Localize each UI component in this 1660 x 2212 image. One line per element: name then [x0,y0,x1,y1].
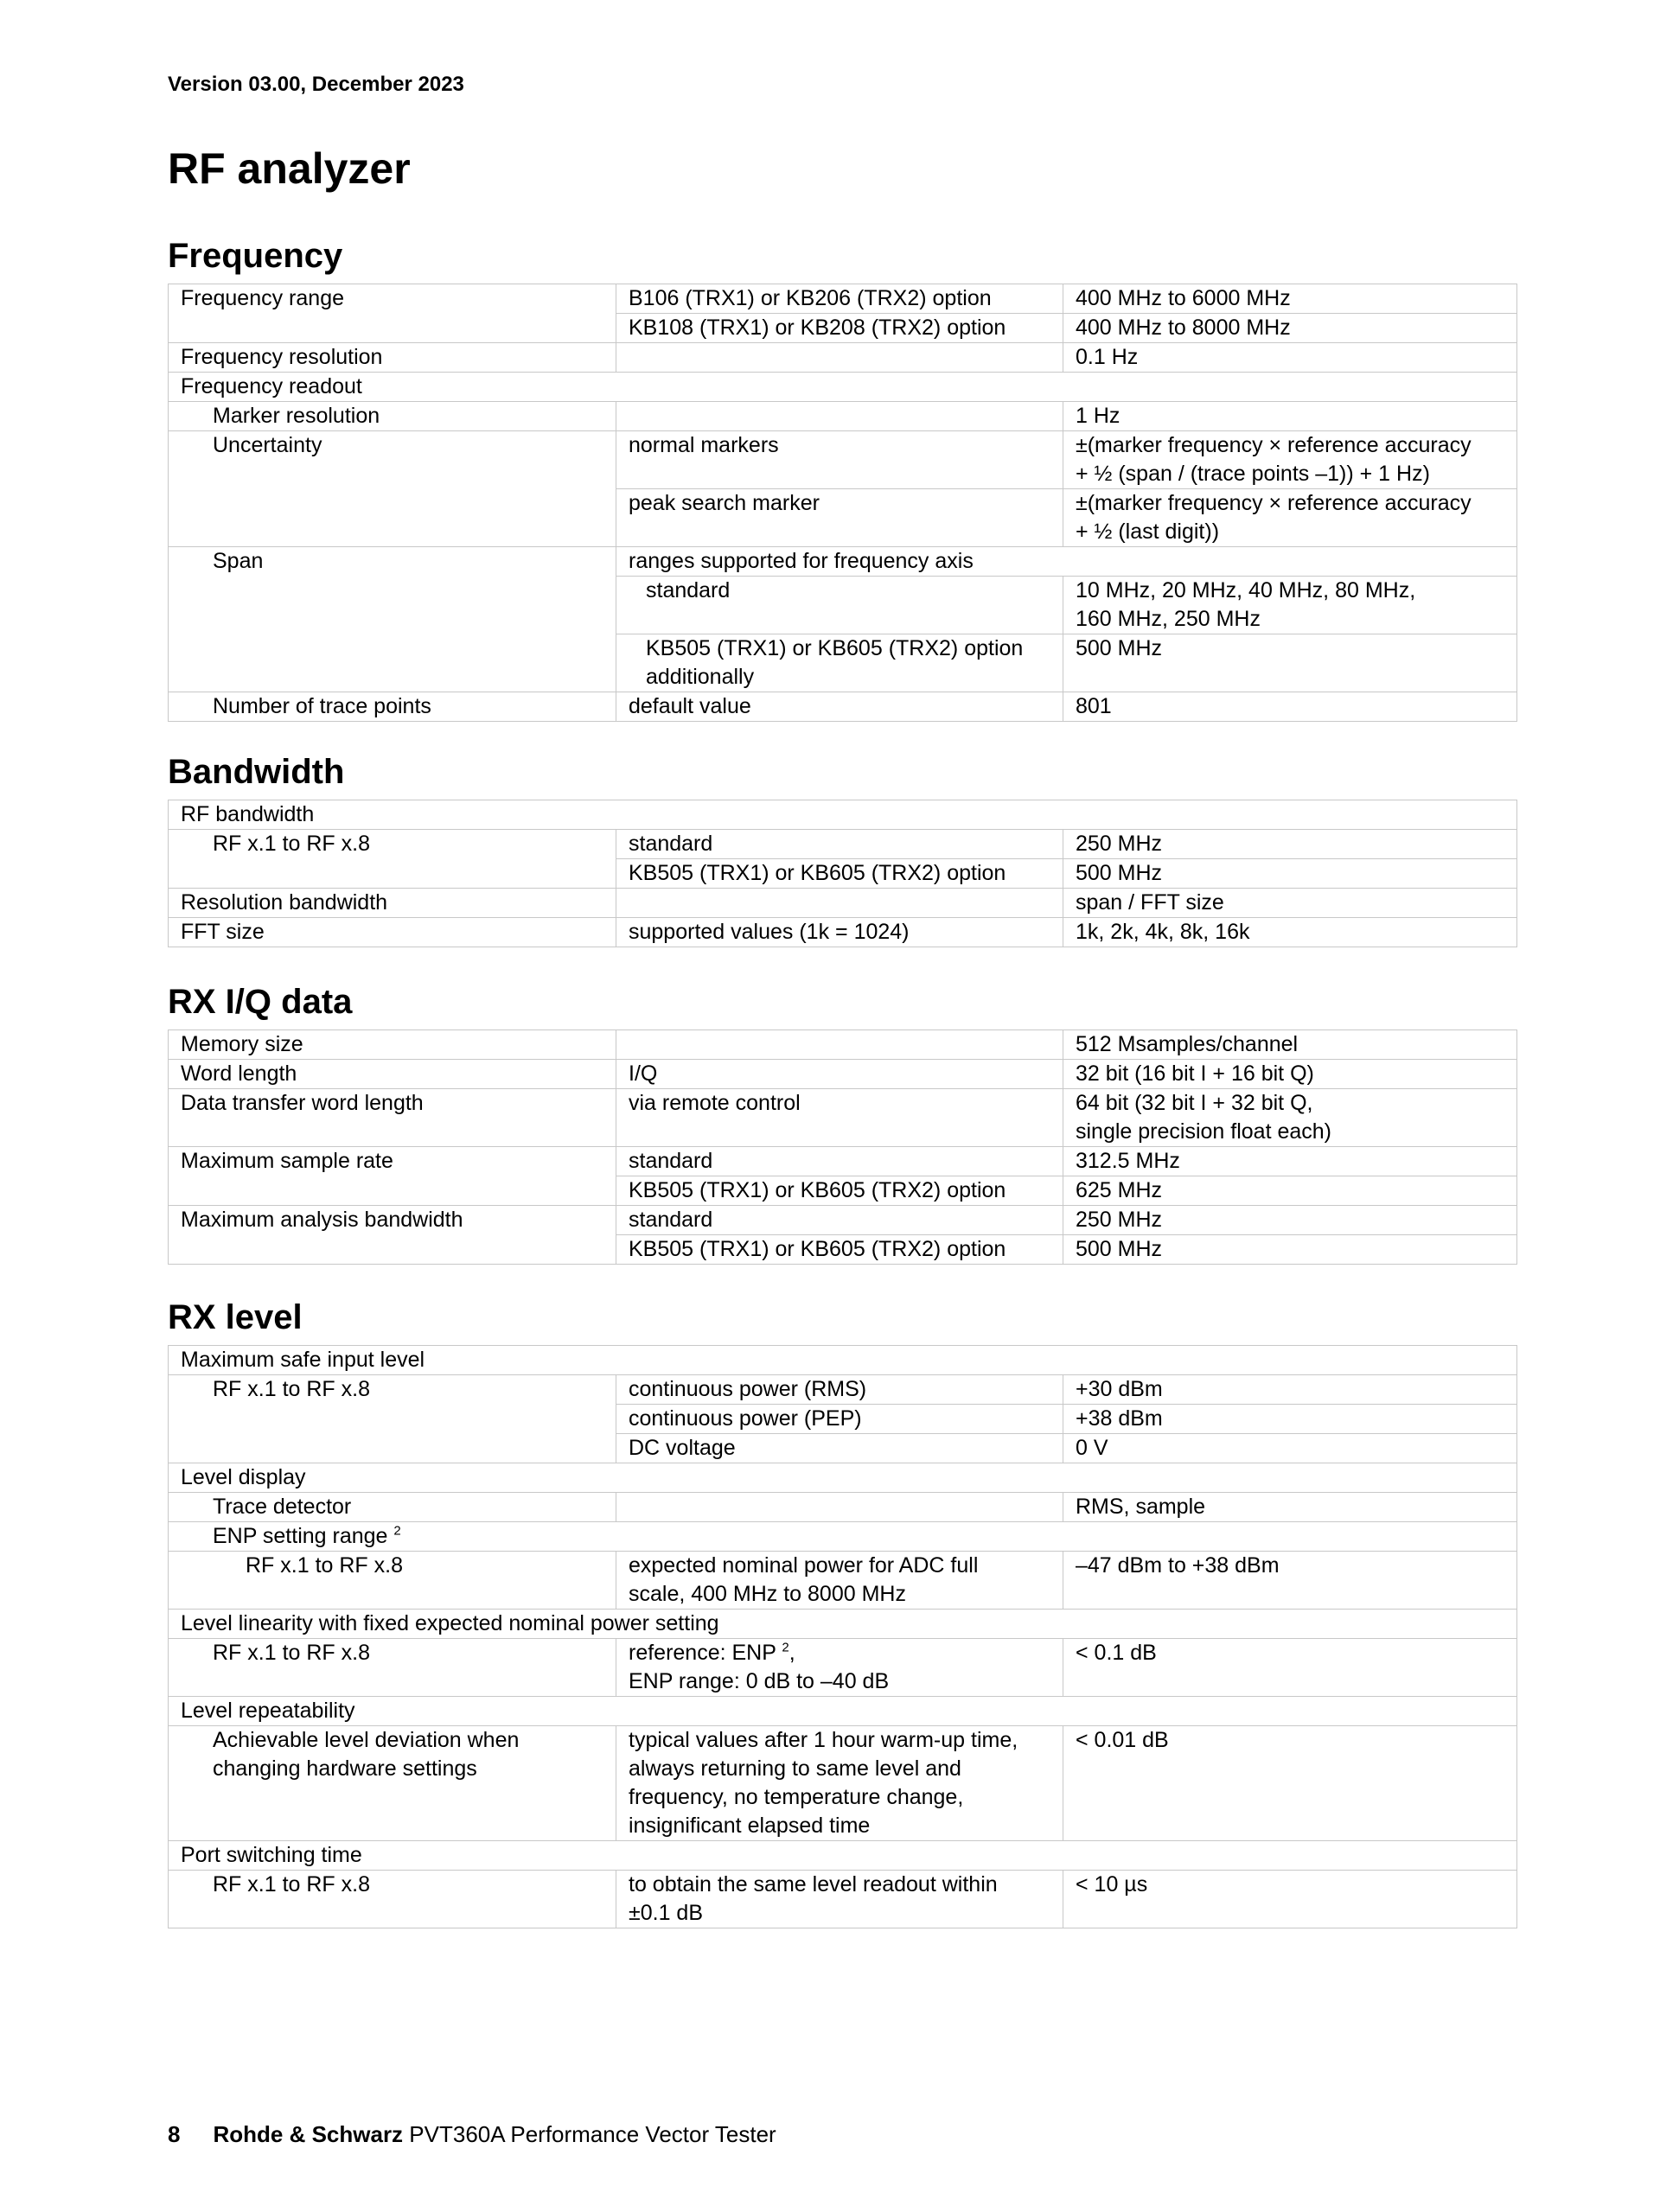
value-cell: +30 dBm [1063,1375,1517,1405]
value-cell: 250 MHz [1063,830,1517,859]
cond-cell: standard [616,1147,1063,1176]
product-name: PVT360A Performance Vector Tester [409,2121,776,2147]
group-cell: Frequency readout [169,373,1517,402]
cond-cell [616,1871,1063,1928]
value-cell: < 10 µs [1063,1871,1517,1928]
cond-line: ENP range: 0 dB to –40 dB [629,1669,890,1693]
group-cell: RF bandwidth [169,800,1517,830]
cond-cell: KB505 (TRX1) or KB605 (TRX2) option [616,1235,1063,1265]
param-cell: FFT size [169,918,616,947]
cond-text: , [788,1641,795,1665]
value-line: + ½ (last digit)) [1076,520,1220,544]
cond-cell: standard [616,830,1063,859]
value-cell: 512 Msamples/channel [1063,1030,1517,1060]
value-cell: 1 Hz [1063,402,1517,431]
group-cell: Port switching time [169,1841,1517,1871]
rx-level-section [168,1300,1516,1928]
param-cell: RF x.1 to RF x.8 [169,1552,616,1610]
value-cell: < 0.1 dB [1063,1639,1517,1697]
table-row [169,1639,1517,1697]
rx-iq-heading: RX I/Q data [168,983,353,1021]
value-cell: –47 dBm to +38 dBm [1063,1552,1517,1610]
value-cell: 1k, 2k, 4k, 8k, 16k [1063,918,1517,947]
table-row [169,1346,1517,1375]
group-cell: Level repeatability [169,1697,1517,1726]
table-row [169,1552,1517,1610]
cond-line: scale, 400 MHz to 8000 MHz [629,1582,906,1606]
param-cell: RF x.1 to RF x.8 [169,830,616,889]
value-cell: 400 MHz to 8000 MHz [1063,314,1517,343]
cond-line: expected nominal power for ADC full [629,1553,979,1578]
value-cell: < 0.01 dB [1063,1726,1517,1841]
cond-cell [616,1552,1063,1610]
cond-cell [616,1639,1063,1697]
footnote-ref: 2 [393,1523,401,1539]
value-cell: 625 MHz [1063,1176,1517,1206]
param-cell: Maximum analysis bandwidth [169,1206,616,1265]
table-row [169,1841,1517,1871]
param-cell: Frequency resolution [169,343,616,373]
param-cell: Resolution bandwidth [169,889,616,918]
value-cell: 0.1 Hz [1063,343,1517,373]
value-cell: 500 MHz [1063,634,1517,692]
value-cell [1063,577,1517,634]
value-cell: 500 MHz [1063,859,1517,889]
cond-line [629,1639,1054,1667]
param-line: Achievable level deviation when [213,1728,520,1752]
cond-cell: via remote control [616,1089,1063,1147]
brand-name: Rohde & Schwarz [213,2121,404,2147]
cond-cell: default value [616,692,1063,722]
value-line: ±(marker frequency × reference accuracy [1076,491,1472,515]
group-cell: Maximum safe input level [169,1346,1517,1375]
table-row [169,284,1517,314]
table-row [169,1030,1517,1060]
bandwidth-section [168,755,1516,947]
table-row [169,889,1517,918]
table-row [169,373,1517,402]
cond-cell [616,343,1063,373]
value-cell: RMS, sample [1063,1493,1517,1522]
param-cell: Word length [169,1060,616,1089]
frequency-table [168,284,1517,722]
bandwidth-table [168,800,1517,947]
page-number: 8 [168,2121,181,2147]
frequency-range-label: Frequency range [169,284,616,343]
table-row [169,800,1517,830]
cond-cell: peak search marker [616,489,1063,547]
table-row [169,918,1517,947]
value-line: single precision float each) [1076,1119,1331,1144]
value-cell: span / FFT size [1063,889,1517,918]
value-line: + ½ (span / (trace points –1)) + 1 Hz) [1076,462,1430,486]
value-cell: 0 V [1063,1434,1517,1463]
group-cell: Level display [169,1463,1517,1493]
cond-line: typical values after 1 hour warm-up time, [629,1728,1018,1752]
cond-cell [616,402,1063,431]
value-cell: 32 bit (16 bit I + 16 bit Q) [1063,1060,1517,1089]
rx-iq-table [168,1030,1517,1265]
table-row [169,343,1517,373]
value-cell [1063,431,1517,489]
value-cell [1063,1089,1517,1147]
cond-cell: continuous power (PEP) [616,1405,1063,1434]
cond-cell [616,1030,1063,1060]
bandwidth-heading: Bandwidth [168,753,345,791]
version-header: Version 03.00, December 2023 [168,73,464,96]
value-cell: +38 dBm [1063,1405,1517,1434]
cond-cell [616,634,1063,692]
table-row [169,830,1517,859]
table-row [169,1522,1517,1552]
page-footer [168,2121,776,2148]
cond-cell: KB505 (TRX1) or KB605 (TRX2) option [616,1176,1063,1206]
value-cell: 500 MHz [1063,1235,1517,1265]
cond-cell: standard [616,1206,1063,1235]
value-cell: 400 MHz to 6000 MHz [1063,284,1517,314]
value-cell: 250 MHz [1063,1206,1517,1235]
param-cell: Maximum sample rate [169,1147,616,1206]
value-cell [1063,489,1517,547]
value-line: 64 bit (32 bit I + 32 bit Q, [1076,1091,1313,1115]
table-row [169,1375,1517,1405]
cond-cell: I/Q [616,1060,1063,1089]
param-cell: Span [169,547,616,692]
cond-cell: normal markers [616,431,1063,489]
param-cell: Data transfer word length [169,1089,616,1147]
cond-line: KB505 (TRX1) or KB605 (TRX2) option [646,636,1024,660]
param-cell: Trace detector [169,1493,616,1522]
cond-line: ±0.1 dB [629,1901,703,1925]
param-cell: RF x.1 to RF x.8 [169,1639,616,1697]
table-row [169,1089,1517,1147]
param-cell: RF x.1 to RF x.8 [169,1375,616,1463]
cond-cell [616,889,1063,918]
group-cell: Level linearity with fixed expected nominal power setting [169,1610,1517,1639]
table-row [169,1610,1517,1639]
cond-cell [616,1726,1063,1841]
cond-cell: standard [616,577,1063,634]
table-row [169,1871,1517,1928]
frequency-heading: Frequency [168,237,343,275]
cond-line: to obtain the same level readout within [629,1872,998,1896]
value-line: 10 MHz, 20 MHz, 40 MHz, 80 MHz, [1076,578,1416,602]
cond-cell: KB505 (TRX1) or KB605 (TRX2) option [616,859,1063,889]
group-cell [169,1522,1517,1552]
cond-line: always returning to same level and [629,1756,961,1781]
table-row [169,1726,1517,1841]
enp-label: ENP setting range [213,1524,388,1548]
param-cell: Memory size [169,1030,616,1060]
rx-iq-section [168,985,1516,1265]
param-line: changing hardware settings [213,1756,477,1781]
cond-line: frequency, no temperature change, [629,1785,964,1809]
cond-cell: continuous power (RMS) [616,1375,1063,1405]
rx-level-heading: RX level [168,1298,303,1336]
table-row [169,402,1517,431]
param-cell: RF x.1 to RF x.8 [169,1871,616,1928]
value-line: 160 MHz, 250 MHz [1076,607,1261,631]
value-cell: 801 [1063,692,1517,722]
param-cell: Uncertainty [169,431,616,547]
cond-cell: supported values (1k = 1024) [616,918,1063,947]
cond-cell: B106 (TRX1) or KB206 (TRX2) option [616,284,1063,314]
value-cell: 312.5 MHz [1063,1147,1517,1176]
value-line: ±(marker frequency × reference accuracy [1076,433,1472,457]
page-title: RF analyzer [168,144,411,193]
cond-cell: ranges supported for frequency axis [616,547,1517,577]
table-row [169,1697,1517,1726]
frequency-section [168,239,1516,722]
table-row [169,692,1517,722]
rx-level-table [168,1345,1517,1928]
table-row [169,1493,1517,1522]
param-cell: Marker resolution [169,402,616,431]
cond-cell: DC voltage [616,1434,1063,1463]
cond-line: insignificant elapsed time [629,1814,871,1838]
table-row [169,1147,1517,1176]
table-row [169,431,1517,489]
table-row [169,547,1517,577]
cond-line: additionally [646,665,755,689]
cond-cell [616,1493,1063,1522]
table-row [169,1060,1517,1089]
param-cell: Number of trace points [169,692,616,722]
table-row [169,1206,1517,1235]
param-cell [169,1726,616,1841]
table-row [169,1463,1517,1493]
cond-text: reference: ENP [629,1641,776,1665]
cond-cell: KB108 (TRX1) or KB208 (TRX2) option [616,314,1063,343]
footnote-ref: 2 [782,1640,789,1655]
